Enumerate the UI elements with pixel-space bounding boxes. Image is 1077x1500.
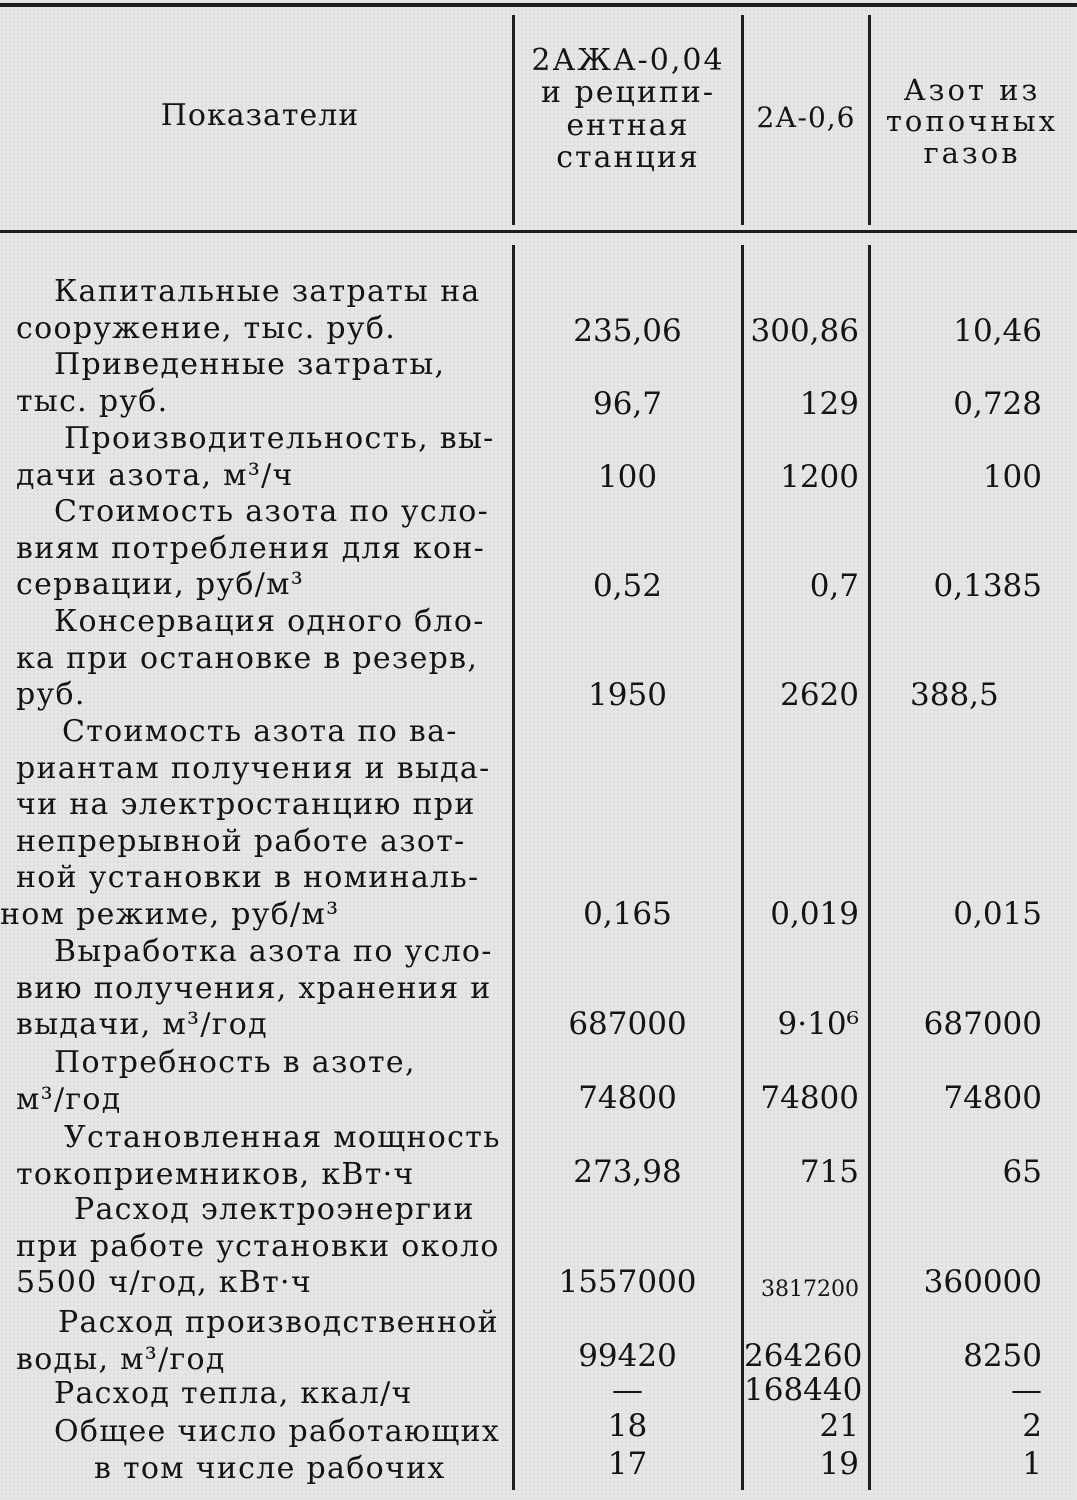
cell-nitrogen-output-col2: 9·10⁶ <box>777 1006 859 1042</box>
row-label-line: Капитальные затраты на <box>54 274 481 309</box>
header-col1 <box>516 45 740 175</box>
row-label-installed-power <box>16 1120 508 1193</box>
top-rule <box>0 3 1077 7</box>
cell-water-consumption-col3: 8250 <box>963 1338 1042 1374</box>
cell-nitrogen-output-col3: 687000 <box>923 1006 1042 1042</box>
row-label-line: ка при остановке в резерв, <box>16 640 479 676</box>
row-label-of-them-workers <box>16 1451 508 1488</box>
row-label-line: виям потребления для кон- <box>16 530 486 566</box>
cell-nitrogen-demand-col2: 74800 <box>760 1080 859 1116</box>
column-divider-3 <box>868 15 871 225</box>
row-label-line: воды, м³/год <box>16 1341 226 1377</box>
row-label-line: руб. <box>16 677 86 712</box>
cell-nitrogen-cost-variants-col2: 0,019 <box>770 896 859 932</box>
row-label-line: ном режиме, руб/м³ <box>0 896 340 932</box>
row-label-line: Расход электроэнергии <box>74 1192 475 1227</box>
cell-nitrogen-cost-variants-col3: 0,015 <box>953 896 1042 932</box>
cell-electricity-consumption-col1: 1557000 <box>558 1264 697 1300</box>
row-label-line: Расход тепла, ккал/ч <box>54 1376 413 1411</box>
cell-reduced-costs-col1: 96,7 <box>592 386 663 422</box>
row-label-reduced-costs <box>16 347 508 420</box>
row-label-heat-consumption <box>16 1376 508 1413</box>
cell-capital-costs-col3: 10,46 <box>953 313 1042 349</box>
row-label-line: при работе установки около <box>16 1228 500 1264</box>
row-label-line: Установленная мощность <box>64 1120 501 1155</box>
header-col1-line: и реципи- <box>541 75 715 111</box>
cell-block-conservation-col3: 388,5 <box>910 677 999 713</box>
row-label-nitrogen-cost-variants <box>0 714 508 933</box>
cell-installed-power-col2: 715 <box>799 1154 859 1190</box>
cell-block-conservation-col2: 2620 <box>780 677 859 713</box>
row-label-line: ной установки в номиналь- <box>16 860 480 895</box>
header-indicators: Показатели <box>160 98 360 133</box>
cell-total-workers-col2: 21 <box>819 1408 859 1444</box>
header-col3-line: Азот из <box>903 73 1041 107</box>
header-col2: 2А-0,6 <box>756 101 856 134</box>
row-label-line: Потребность в азоте, <box>54 1045 416 1080</box>
cell-block-conservation-col1: 1950 <box>588 677 667 713</box>
row-label-total-workers <box>16 1414 508 1451</box>
row-label-line: Общее число работающих <box>54 1414 501 1449</box>
header-col3-line: топочных <box>885 104 1059 139</box>
column-divider-1 <box>512 15 515 225</box>
row-label-nitrogen-output <box>16 934 508 1044</box>
cell-nitrogen-demand-col3: 74800 <box>943 1080 1042 1116</box>
row-label-capital-costs <box>16 274 508 347</box>
row-label-line: сооружение, тыс. руб. <box>16 310 397 346</box>
header-rule <box>0 230 1077 233</box>
cell-nitrogen-demand-col1: 74800 <box>578 1080 677 1116</box>
cell-of-them-workers-col1: 17 <box>607 1446 648 1482</box>
row-label-line: Консервация одного бло- <box>54 604 485 639</box>
cell-nitrogen-cost-conservation-col1: 0,52 <box>592 568 663 604</box>
row-label-nitrogen-cost-conservation <box>16 494 508 604</box>
row-label-line: дачи азота, м³/ч <box>16 457 294 493</box>
row-label-line: выдачи, м³/год <box>16 1007 268 1042</box>
row-label-line: токоприемников, кВт·ч <box>16 1156 415 1192</box>
row-label-line: чи на электростанцию при <box>16 787 476 822</box>
row-label-line: сервации, руб/м³ <box>16 567 305 602</box>
row-label-water-consumption <box>16 1305 508 1378</box>
row-label-block-conservation <box>16 604 508 714</box>
cell-installed-power-col3: 65 <box>1002 1154 1042 1190</box>
header-col1-line: 2АЖА-0,04 <box>531 43 725 78</box>
header-col3-line: газов <box>923 135 1021 170</box>
cell-of-them-workers-col3: 1 <box>1022 1446 1042 1482</box>
cell-electricity-consumption-col3: 360000 <box>923 1264 1042 1300</box>
cell-water-consumption-col1: 99420 <box>578 1338 677 1374</box>
cell-reduced-costs-col2: 129 <box>799 386 859 422</box>
cell-capital-costs-col2: 300,86 <box>750 313 859 349</box>
row-label-line: тыс. руб. <box>16 383 169 419</box>
cell-nitrogen-cost-conservation-col2: 0,7 <box>809 568 859 604</box>
row-label-line: вию получения, хранения и <box>16 970 492 1006</box>
cell-total-workers-col3: 2 <box>1022 1408 1042 1444</box>
row-label-line: Расход производственной <box>58 1305 499 1340</box>
cell-productivity-col3: 100 <box>982 459 1042 495</box>
row-label-line: непрерывной работе азот- <box>16 823 466 859</box>
row-label-line: риантам получения и выда- <box>16 750 491 786</box>
column-divider-1-body <box>512 245 515 1490</box>
cell-of-them-workers-col2: 19 <box>819 1446 859 1482</box>
row-label-line: Производительность, вы- <box>64 421 495 456</box>
cell-electricity-consumption-col2: 3817200 <box>761 1277 859 1302</box>
row-label-line: Стоимость азота по усло- <box>54 494 490 529</box>
row-label-line: м³/год <box>16 1081 122 1117</box>
row-label-productivity <box>16 421 508 494</box>
cell-nitrogen-cost-variants-col1: 0,165 <box>583 896 672 932</box>
row-label-line: 5500 ч/год, кВт·ч <box>16 1265 313 1300</box>
row-label-line: Стоимость азота по ва- <box>62 714 458 749</box>
cell-nitrogen-cost-conservation-col3: 0,1385 <box>933 568 1042 604</box>
cell-total-workers-col1: 18 <box>607 1408 648 1444</box>
cell-capital-costs-col1: 235,06 <box>573 313 682 349</box>
cell-reduced-costs-col3: 0,728 <box>953 386 1042 422</box>
row-label-line: Приведенные затраты, <box>54 347 446 382</box>
row-label-line: Выработка азота по усло- <box>54 934 493 969</box>
header-col1-line: станция <box>556 140 700 176</box>
cell-nitrogen-output-col1: 687000 <box>568 1006 687 1042</box>
cell-productivity-col2: 1200 <box>780 459 859 495</box>
header-col3 <box>872 75 1072 169</box>
header-col1-line: ентная <box>566 107 690 143</box>
cell-heat-consumption-col1: — <box>612 1372 643 1408</box>
row-label-nitrogen-demand <box>16 1045 508 1118</box>
cell-productivity-col1: 100 <box>597 459 658 495</box>
cell-water-consumption-col2: 264260 <box>744 1338 863 1374</box>
row-label-line: в том числе рабочих <box>94 1451 446 1486</box>
cell-installed-power-col1: 273,98 <box>573 1154 682 1190</box>
cell-heat-consumption-col3: — <box>1011 1372 1042 1408</box>
column-divider-3-body <box>868 245 871 1490</box>
row-label-electricity-consumption <box>16 1192 508 1302</box>
cell-heat-consumption-col2: 168440 <box>744 1372 863 1408</box>
